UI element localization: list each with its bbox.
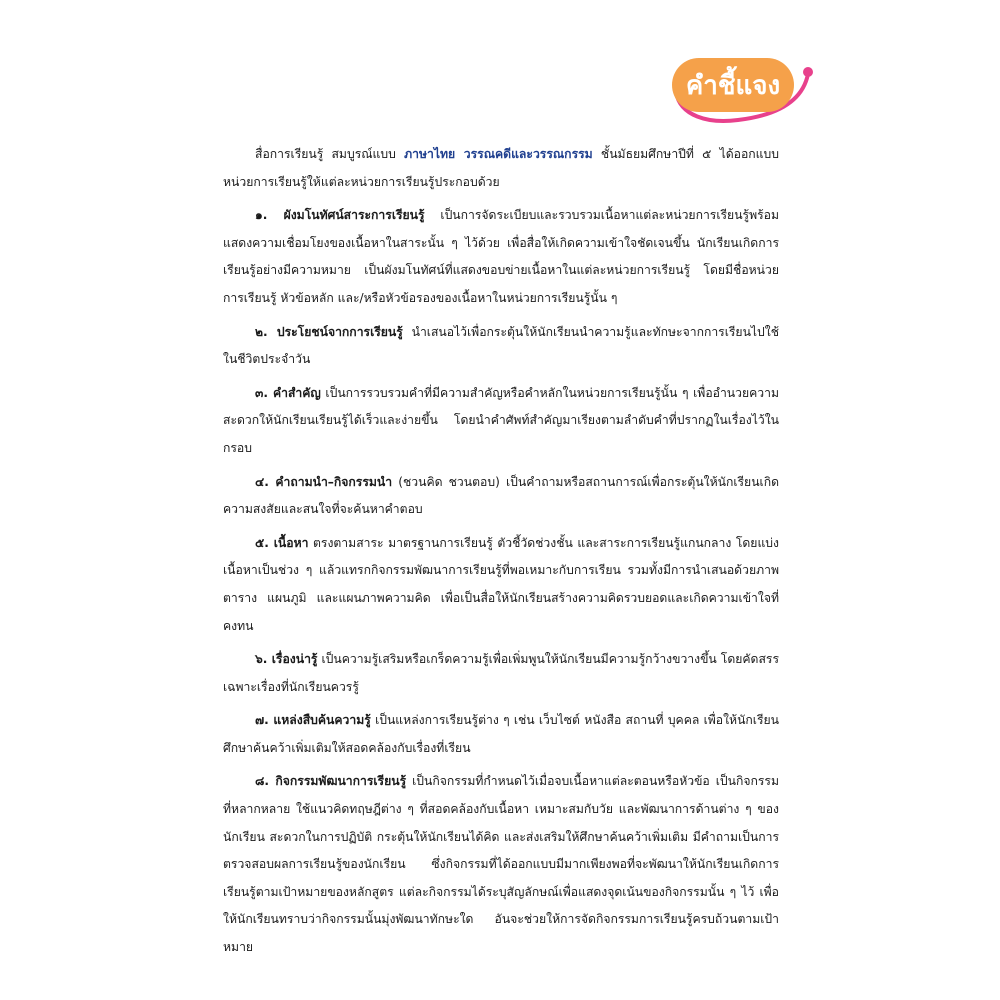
- item-4: [223, 469, 779, 524]
- item-title: ๘. กิจกรรมพัฒนาการเรียนรู้: [255, 774, 407, 789]
- item-3: [223, 380, 779, 463]
- badge-title: คำชี้แจง: [672, 58, 794, 112]
- item-title: ๕. เนื้อหา: [255, 535, 309, 550]
- item-1: [223, 202, 779, 312]
- item-title: ๒. ประโยชน์จากการเรียนรู้: [255, 324, 403, 339]
- item-8: [223, 768, 779, 961]
- document-body: [223, 141, 779, 968]
- item-title: ๔. คำถามนำ–กิจกรรมนำ: [255, 474, 393, 489]
- item-body: นำเสนอไว้เพื่อกระตุ้นให้นักเรียนนำความรู้และทักษะจากการเรียนไปใช้ในชีวิตประจำวัน: [223, 324, 779, 367]
- item-body: ตรงตามสาระ มาตรฐานการเรียนรู้ ตัวชี้วัดช่วงชั้น และสาระการเรียนรู้แกนกลาง โดยแบ่งเนื้อหาเป็นช่วง ๆ แล้วแทรกกิจกรรมพัฒนาการเรียนรู้ที่พอเหมาะกับการเรียน รวมทั้งมีการนำเสนอด้วยภาพ ตาราง แผนภูมิ และแผนภาพความคิด เพื่อเป็นสื่อให้นักเรียนสร้างความคิดรวบยอดและเกิดความเข้าใจที่คงทน: [223, 535, 779, 633]
- item-body: เป็นการจัดระเบียบและรวบรวมเนื้อหาแต่ละหน่วยการเรียนรู้พร้อมแสดงความเชื่อมโยงของเนื้อหาในสาระนั้น ๆ ไว้ด้วย เพื่อสื่อให้เกิดความเข้าใจชัดเจนขึ้น นักเรียนเกิดการเรียนรู้อย่างมีความหมาย เป็นผังมโนทัศน์ที่แสดงขอบข่ายเนื้อหาในแต่ละหน่วยการเรียนรู้ โดยมีชื่อหน่วยการเรียนรู้ หัวข้อหลัก และ/หรือหัวข้อรองของเนื้อหาในหน่วยการเรียนรู้นั้น ๆ: [223, 208, 780, 305]
- section-badge: [668, 52, 818, 122]
- item-title: ๖. เรื่องน่ารู้: [255, 652, 318, 667]
- intro-highlight: ภาษาไทย วรรณคดีและวรรณกรรม: [404, 147, 593, 161]
- item-5: [223, 530, 779, 640]
- item-body: เป็นกิจกรรมที่กำหนดไว้เมื่อจบเนื้อหาแต่ละตอนหรือหัวข้อ เป็นกิจกรรมที่หลากหลาย ใช้แนวคิดทฤษฎีต่าง ๆ ที่สอดคล้องกับเนื้อหา เหมาะสมกับวัย และพัฒนาการด้านต่าง ๆ ของนักเรียน สะดวกในการปฏิบัติ กระตุ้นให้นักเรียนได้คิด และส่งเสริมให้ศึกษาค้นคว้าเพิ่มเติม มีคำถามเป็นการตรวจสอบผลการเรียนรู้ของนักเรียน ซึ่งกิจกรรมที่ได้ออกแบบมีมากเพียงพอที่จะพัฒนาให้นักเรียนเกิดการเรียนรู้ตามเป้าหมายของหลักสูตร แต่ละกิจกรรมได้ระบุสัญลักษณ์เพื่อแสดงจุดเน้นของกิจกรรมนั้น ๆ ไว้ เพื่อให้นักเรียนทราบว่ากิจกรรมนั้นมุ่งพัฒนาทักษะใด อันจะช่วยให้การจัดกิจกรรมการเรียนรู้ครบถ้วนตามเป้าหมาย: [223, 774, 779, 955]
- intro-paragraph: [223, 141, 779, 196]
- intro-suffix: ชั้นมัธยมศึกษาปีที่ ๕ ได้ออกแบบหน่วยการเรียนรู้ให้แต่ละหน่วยการเรียนรู้ประกอบด้วย: [223, 147, 780, 189]
- item-7: [223, 707, 779, 762]
- item-body: เป็นความรู้เสริมหรือเกร็ดความรู้เพื่อเพิ่มพูนให้นักเรียนมีความรู้กว้างขวางขึ้น โดยคัดสรรเฉพาะเรื่องที่นักเรียนควรรู้: [223, 652, 779, 694]
- item-title: ๓. คำสำคัญ: [255, 385, 321, 400]
- item-6: [223, 646, 779, 701]
- item-2: [223, 319, 779, 374]
- item-title: ๗. แหล่งสืบค้นความรู้: [255, 713, 371, 728]
- item-body: เป็นแหล่งการเรียนรู้ต่าง ๆ เช่น เว็บไซต์ หนังสือ สถานที่ บุคคล เพื่อให้นักเรียนศึกษาค้นคว้าเพิ่มเติมให้สอดคล้องกับเรื่องที่เรียน: [223, 713, 779, 755]
- item-body: (ชวนคิด ชวนตอบ) เป็นคำถามหรือสถานการณ์เพื่อกระตุ้นให้นักเรียนเกิดความสงสัยและสนใจที่จะค้นหาคำตอบ: [223, 474, 779, 517]
- item-title: ๑. ผังมโนทัศน์สาระการเรียนรู้: [255, 208, 425, 223]
- intro-prefix: สื่อการเรียนรู้ สมบูรณ์แบบ: [255, 147, 405, 161]
- item-body: เป็นการรวบรวมคำที่มีความสำคัญหรือคำหลักในหน่วยการเรียนรู้นั้น ๆ เพื่ออำนวยความสะดวกให้นักเรียนเรียนรู้ได้เร็วและง่ายขึ้น โดยนำคำศัพท์สำคัญมาเรียงตามลำดับคำที่ปรากฏในเรื่องไว้ในกรอบ: [223, 385, 780, 455]
